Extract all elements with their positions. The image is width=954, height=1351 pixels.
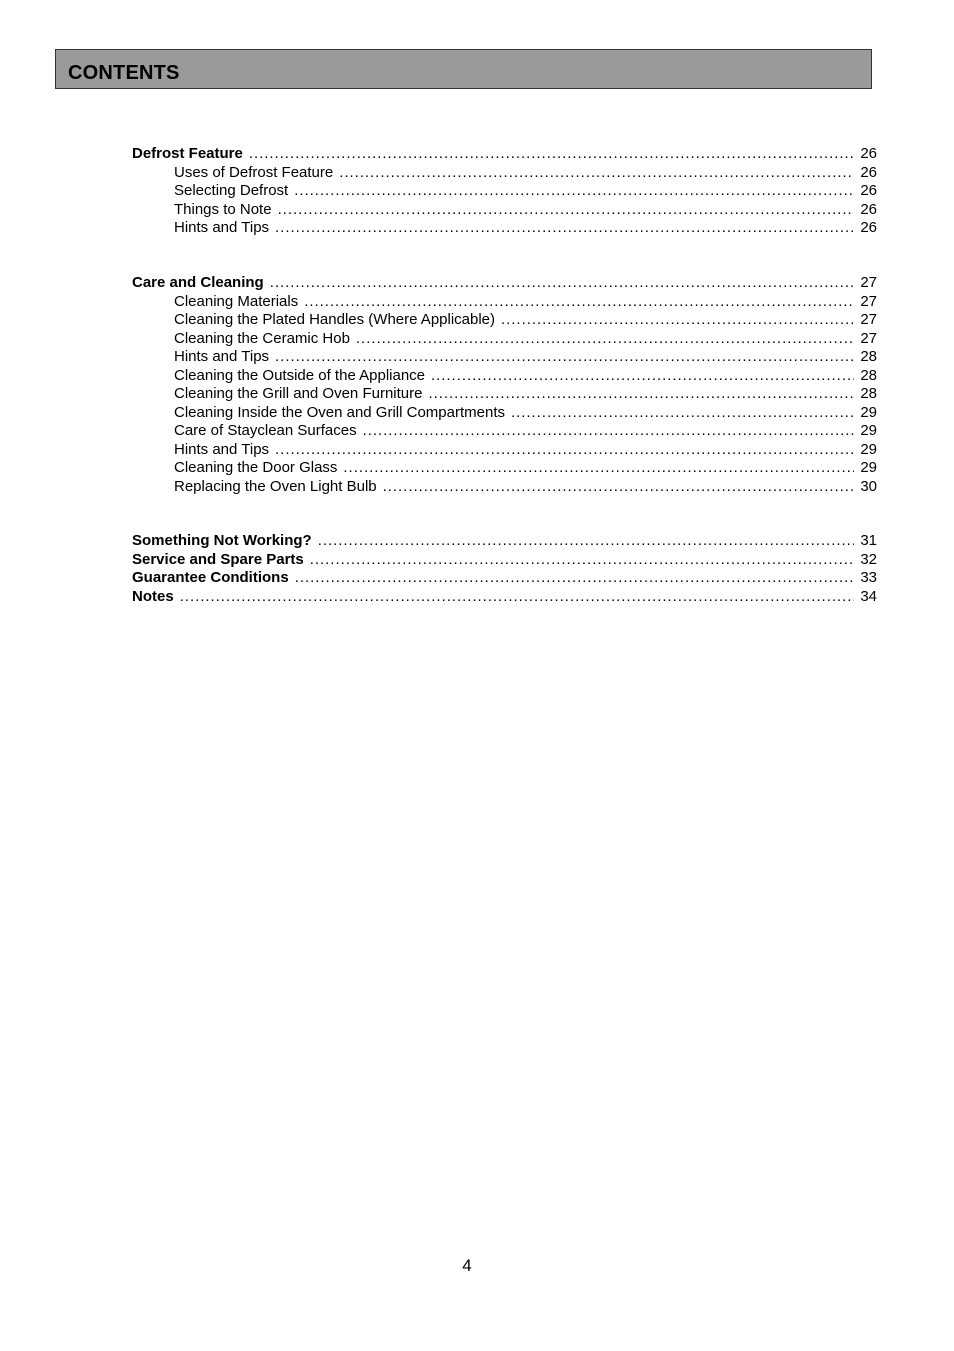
toc-subentry-label: Care of Stayclean Surfaces	[174, 422, 357, 439]
toc-entry-page: 26	[860, 145, 877, 162]
toc-section-care-cleaning	[132, 274, 877, 496]
leader-dots	[383, 478, 855, 497]
toc-entry[interactable]	[132, 274, 877, 293]
toc-subentry-page: 26	[860, 163, 877, 181]
toc-section-other	[132, 532, 877, 606]
toc-subentry[interactable]	[132, 164, 877, 183]
toc-subentry-label: Selecting Defrost	[174, 182, 289, 199]
toc-entry-page: 34	[860, 587, 877, 605]
leader-dots	[428, 385, 854, 404]
leader-dots	[343, 459, 854, 478]
toc-entry-label: Guarantee Conditions	[132, 569, 289, 586]
toc-subentry-label: Cleaning the Outside of the Appliance	[174, 366, 426, 384]
toc-entry[interactable]	[132, 569, 877, 588]
toc-subentry-label: Cleaning the Door Glass	[174, 459, 338, 476]
toc-subentry-page: 28	[860, 385, 877, 402]
toc-subentry-label: Hints and Tips	[174, 219, 270, 236]
toc-subentry-label: Cleaning Inside the Oven and Grill Compartments	[174, 403, 505, 421]
toc-section-defrost	[132, 145, 877, 238]
toc-entry-page: 33	[860, 569, 877, 586]
contents-header-bar	[55, 49, 872, 89]
toc-subentry[interactable]	[132, 441, 877, 460]
toc-subentry-label: Things to Note	[174, 200, 272, 218]
toc-subentry-page: 27	[860, 292, 877, 310]
toc-entry-label: Notes	[132, 587, 174, 605]
toc-subentry-page: 26	[860, 219, 877, 236]
toc-entry-label: Defrost Feature	[132, 145, 243, 162]
leader-dots	[356, 330, 854, 349]
leader-dots	[431, 367, 854, 386]
leader-dots	[275, 219, 854, 238]
leader-dots	[511, 404, 854, 423]
toc-subentry-page: 29	[860, 459, 877, 476]
toc-entry[interactable]	[132, 532, 877, 551]
toc-subentry-page: 28	[860, 366, 877, 384]
toc-entry-label: Something Not Working?	[132, 532, 312, 549]
toc-entry-label: Care and Cleaning	[132, 274, 264, 291]
toc-entry-page: 31	[860, 532, 877, 549]
toc-subentry-page: 29	[860, 422, 877, 439]
toc-subentry-page: 28	[860, 348, 877, 365]
toc-entry[interactable]	[132, 588, 877, 607]
toc-entry[interactable]	[132, 145, 877, 164]
toc-subentry-label: Hints and Tips	[174, 348, 270, 365]
toc-subentry[interactable]	[132, 367, 877, 386]
toc-subentry[interactable]	[132, 182, 877, 201]
toc-entry-label: Service and Spare Parts	[132, 550, 304, 568]
toc-subentry[interactable]	[132, 385, 877, 404]
leader-dots	[270, 274, 855, 293]
toc-subentry-label: Replacing the Oven Light Bulb	[174, 477, 377, 495]
toc-entry-page: 27	[860, 274, 877, 291]
toc-subentry[interactable]	[132, 478, 877, 497]
toc-subentry[interactable]	[132, 348, 877, 367]
toc-subentry[interactable]	[132, 311, 877, 330]
leader-dots	[180, 588, 855, 607]
leader-dots	[295, 569, 855, 588]
toc-subentry[interactable]	[132, 293, 877, 312]
toc-subentry[interactable]	[132, 422, 877, 441]
page-number: 4	[462, 1256, 472, 1275]
toc-subentry-label: Hints and Tips	[174, 440, 270, 458]
toc-entry[interactable]	[132, 551, 877, 570]
leader-dots	[249, 145, 854, 164]
leader-dots	[363, 422, 855, 441]
toc-subentry-label: Cleaning Materials	[174, 292, 299, 310]
toc-subentry-page: 29	[860, 440, 877, 458]
toc-subentry-label: Cleaning the Plated Handles (Where Applicable)	[174, 311, 496, 328]
leader-dots	[275, 348, 854, 367]
leader-dots	[501, 311, 854, 330]
toc-subentry-page: 27	[860, 329, 877, 347]
toc-subentry[interactable]	[132, 330, 877, 349]
toc-subentry[interactable]	[132, 459, 877, 478]
toc-subentry-page: 26	[860, 200, 877, 218]
toc-subentry[interactable]	[132, 219, 877, 238]
leader-dots	[294, 182, 854, 201]
toc-subentry-label: Uses of Defrost Feature	[174, 163, 334, 181]
toc-subentry-page: 30	[860, 477, 877, 495]
toc-subentry-label: Cleaning the Grill and Oven Furniture	[174, 385, 423, 402]
toc-subentry-page: 26	[860, 182, 877, 199]
toc-subentry[interactable]	[132, 404, 877, 423]
leader-dots	[318, 532, 855, 551]
leader-dots	[339, 164, 854, 183]
leader-dots	[278, 201, 855, 220]
leader-dots	[310, 551, 855, 570]
page-title: CONTENTS	[68, 62, 180, 84]
toc-entry-page: 32	[860, 550, 877, 568]
leader-dots	[275, 441, 854, 460]
leader-dots	[304, 293, 854, 312]
toc-subentry-page: 27	[860, 311, 877, 328]
toc-subentry-label: Cleaning the Ceramic Hob	[174, 329, 350, 347]
toc-subentry[interactable]	[132, 201, 877, 220]
toc-subentry-page: 29	[860, 403, 877, 421]
